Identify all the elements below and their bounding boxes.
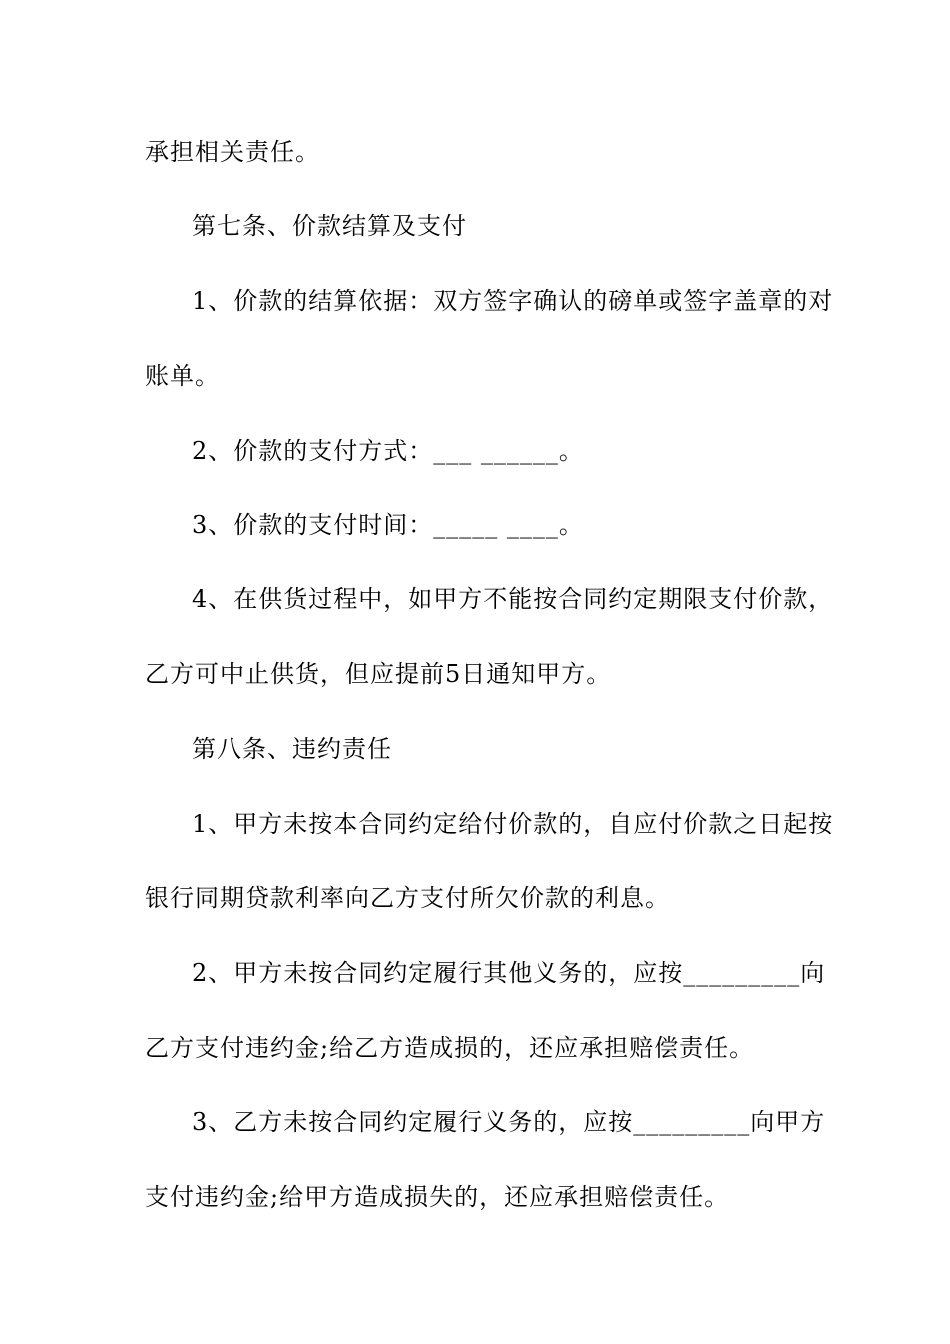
section-heading-article-7: 第七条、价款结算及支付 xyxy=(192,212,467,240)
paragraph-line: 4、在供货过程中，如甲方不能按合同约定期限支付价款， xyxy=(192,585,834,613)
paragraph-line: 承担相关责任。 xyxy=(145,138,320,166)
paragraph-line: 1、价款的结算依据：双方签字确认的磅单或签字盖章的对 xyxy=(192,287,834,315)
paragraph-line: 乙方可中止供货，但应提前5日通知甲方。 xyxy=(145,660,612,688)
paragraph-line: 2、价款的支付方式：___ ______。 xyxy=(192,437,584,465)
paragraph-line: 银行同期贷款利率向乙方支付所欠价款的利息。 xyxy=(145,884,670,912)
paragraph-line: 账单。 xyxy=(145,362,220,390)
paragraph-line: 3、乙方未按合同约定履行义务的，应按_________向甲方 xyxy=(192,1108,826,1136)
section-heading-article-8: 第八条、违约责任 xyxy=(192,735,392,763)
paragraph-line: 2、甲方未按合同约定履行其他义务的，应按_________向 xyxy=(192,959,826,987)
paragraph-line: 1、甲方未按本合同约定给付价款的，自应付价款之日起按 xyxy=(192,810,834,838)
paragraph-line: 乙方支付违约金;给乙方造成损的，还应承担赔偿责任。 xyxy=(145,1034,755,1062)
paragraph-line: 3、价款的支付时间：_____ ____。 xyxy=(192,511,584,539)
paragraph-line: 支付违约金;给甲方造成损失的，还应承担赔偿责任。 xyxy=(145,1183,730,1211)
